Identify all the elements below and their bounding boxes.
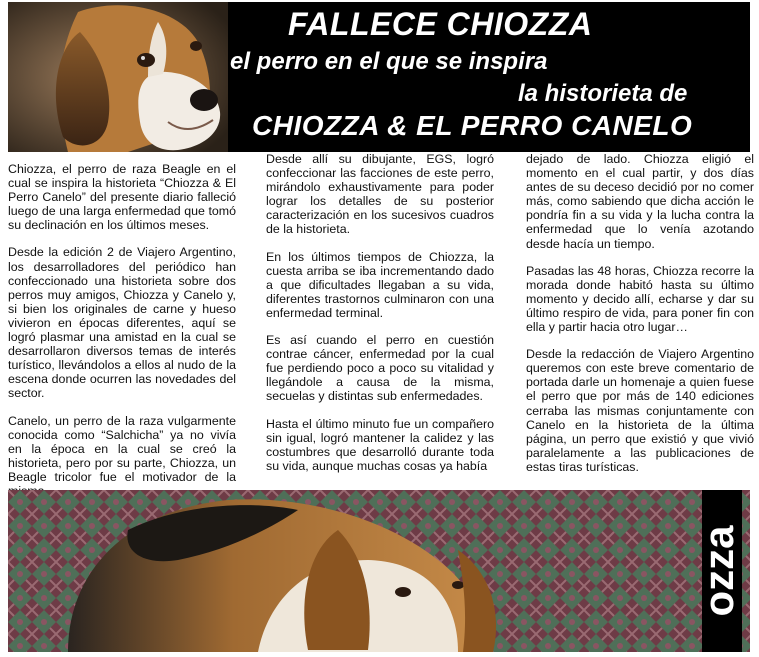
article-column-3	[526, 152, 754, 487]
headline-sub-1: el perro en el que se inspira	[230, 48, 548, 75]
paragraph: En los últimos tiempos de Chiozza, la cuesta arriba se iba incrementando dado a que dificultades llegaban a su vida, diferentes trastornos culminaron con una enfermedad terminal.	[266, 249, 494, 320]
headline-title: CHIOZZA & EL PERRO CANELO	[252, 110, 693, 141]
vertical-word: ozza	[695, 525, 743, 617]
paragraph: Desde la redacción de Viajero Argentino queremos con este breve comentario de portada darle un homenaje a quien fuese el perro que por más de 140 ediciones cerraba las mismas conjuntamente con Canelo en la historieta de la última página, un perro que existió y que vivió paralelamente a las publicaciones de estas tiras turísticas.	[526, 347, 754, 474]
beagle-lying-image	[8, 490, 750, 652]
beagle-head-photo	[8, 2, 228, 152]
paragraph: Hasta el último minuto fue un compañero sin igual, logró mantener la calidez y las costumbres que desarrolló durante toda su vida, aunque muchas cosas ya había	[266, 416, 494, 473]
article-column-1	[8, 162, 236, 511]
vertical-title-text	[695, 490, 743, 652]
paragraph: Pasadas las 48 horas, Chiozza recorre la morada donde habitó hasta su último momento y decido allí, echarse y dar su último respiro de vida, para poner fin con ella y partir hacia otro lugar…	[526, 263, 754, 335]
headline-main: FALLECE CHIOZZA	[288, 6, 593, 42]
article-body	[8, 152, 752, 482]
banner-headline	[228, 2, 750, 152]
paragraph: Desde allí su dibujante, EGS, logró confeccionar las facciones de este perro, mirándolo exhaustivamente para poder lograr los detalles de su posterior caracterización en los sucesivos cuadros de la historieta.	[266, 152, 494, 237]
paragraph: dejado de lado. Chiozza eligió el momento en el cual partir, y dos días antes de su deceso decidió por no comer más, como sabiendo que dicha acción le pondría fin a su vida y la lucha contra la enfermedad que lo venía azotando desde hacía un tiempo.	[526, 152, 754, 251]
beagle-lying-photo	[8, 490, 750, 652]
headline-sub-2: la historieta de	[518, 80, 688, 107]
header-banner	[8, 2, 750, 152]
paragraph: Chiozza, el perro de raza Beagle en el cual se inspira la historieta “Chiozza & El Perro Canelo” del presente diario falleció luego de una larga enfermedad que tomó su declinación en los últimos meses.	[8, 162, 236, 233]
article-column-2	[266, 152, 494, 486]
paragraph: Desde la edición 2 de Viajero Argentino, los desarrolladores del periódico han confeccionado una historieta sobre dos perros muy amigos, Chiozza y Canelo y, si bien los originales de carne y hueso vivieron en épocas diferentes, aquí se logró plasmar una amistad en la cual se desarrollaron diversos temas de interés turístico, llevándolos a ellos al nudo de la escena donde ocurren las novedades del sector.	[8, 245, 236, 401]
paragraph: Es así cuando el perro en cuestión contrae cáncer, enfermedad por la cual fue perdiendo poco a poco su vitalidad y llegándole a causa de la misma, secuelas y distintas sub enfermedades.	[266, 333, 494, 404]
paragraph: Canelo, un perro de la raza vulgarmente conocida como “Salchicha” ya no vivía en la época en la cual se creó la historieta, pero por su parte, Chiozza, un Beagle tricolor fue el motivador de la	[8, 413, 236, 484]
